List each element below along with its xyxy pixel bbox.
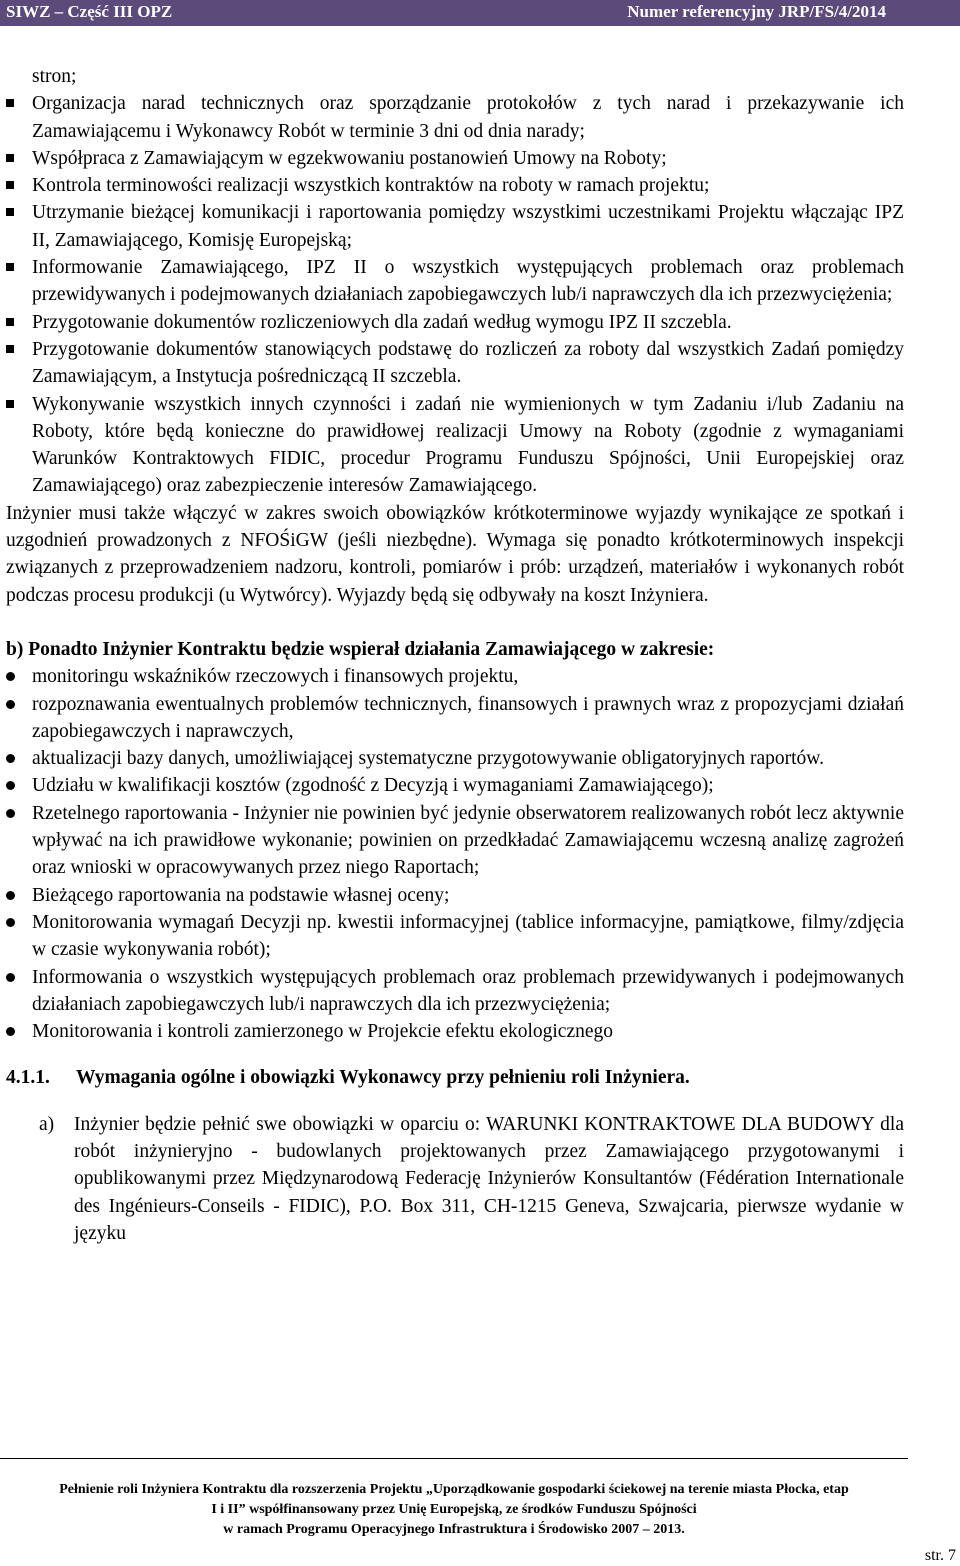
round-bullet-icon	[6, 1027, 15, 1036]
list-item: Kontrola terminowości realizacji wszystkich kontraktów na roboty w ramach projektu;	[6, 172, 904, 199]
list-item: Przygotowanie dokumentów rozliczeniowych dla zadań według wymogu IPZ II szczebla.	[6, 309, 904, 336]
paragraph-a-text: Inżynier będzie pełnić swe obowiązki w oparciu o: WARUNKI KONTRAKTOWE DLA BUDOWY dla robót inżynieryjno - budowlanych projektowanych przez Zamawiającego przygotowanymi i opublikowanymi przez Międzynarodową Federację Inżynierów Konsultantów (Fédération Internationale des Ingénieurs-Conseils - FIDIC), P.O. Box 311, CH-1215 Geneva, Szwajcaria, pierwsze wydanie w języku	[74, 1113, 904, 1244]
round-bullet-icon	[6, 973, 15, 982]
list-item: Rzetelnego raportowania - Inżynier nie powinien być jedynie obserwatorem realizowanych robót lecz aktywnie wpływać na ich prawidłowe wykonanie; powinien on przedkładać Zamawiającemu wczesną analizę zagrożeń oraz wnioski w opracowywanych przez niego Raportach;	[6, 800, 904, 882]
list-item: Informowanie Zamawiającego, IPZ II o wszystkich występujących problemach oraz problemach przewidywanych i podejmowanych działaniach zapobiegawczych lub/i naprawczych dla ich przezwyciężenia;	[6, 254, 904, 309]
section-b-heading: b) Ponadto Inżynier Kontraktu będzie wspierał działania Zamawiającego w zakresie:	[6, 638, 715, 660]
square-bullet-icon	[6, 99, 14, 107]
footer-line-2: I i II” współfinansowany przez Unię Europejską, ze środków Funduszu Spójności	[211, 1502, 697, 1517]
footer-line-3: w ramach Programu Operacyjnego Infrastruktura i Środowisko 2007 – 2013.	[223, 1522, 685, 1537]
round-bullet-list	[6, 663, 904, 1045]
header-left-title: SIWZ – Część III OPZ	[6, 2, 173, 21]
page-number: str. 7	[924, 1547, 956, 1564]
round-bullet-icon	[6, 891, 15, 900]
round-bullet-icon	[6, 672, 15, 681]
square-bullet-icon	[6, 400, 14, 408]
paragraph-trips: Inżynier musi także włączyć w zakres swoich obowiązków krótkoterminowe wyjazdy wynikające ze spotkań i uzgodnień prowadzonych z NFOŚiGW (jeśli niezbędne). Wymaga się ponadto krótkoterminowych inspekcji związanych z przeprowadzeniem nadzoru, kontroli, pomiarów i prób: urządzeń, materiałów i wykonanych robót podczas procesu produkcji (u Wytwórcy). Wyjazdy będą się odbywały na koszt Inżyniera.	[6, 502, 904, 606]
square-bullet-icon	[6, 318, 14, 326]
footer-line-1: Pełnienie roli Inżyniera Kontraktu dla rozszerzenia Projektu „Uporządkowanie gospodarki ściekowej na terenie miasta Płocka, etap	[59, 1482, 849, 1497]
round-bullet-icon	[6, 700, 15, 709]
list-item: Monitorowania wymagań Decyzji np. kwestii informacyjnej (tablice informacyjne, pamiątkowe, filmy/zdjęcia w czasie wykonywania robót);	[6, 909, 904, 964]
header-reference-number: Numer referencyjny JRP/FS/4/2014	[627, 2, 886, 21]
square-bullet-icon	[6, 208, 14, 216]
list-item: monitoringu wskaźników rzeczowych i finansowych projektu,	[6, 663, 904, 690]
list-item: Monitorowania i kontroli zamierzonego w Projekcie efektu ekologicznego	[6, 1018, 904, 1045]
section-number: 4.1.1.	[6, 1067, 50, 1089]
list-item: rozpoznawania ewentualnych problemów technicznych, finansowych i prawnych wraz z propozycjami działań zapobiegawczych i naprawczych,	[6, 691, 904, 746]
square-bullet-icon	[6, 154, 14, 162]
continued-text: stron;	[32, 66, 77, 87]
paragraph-a	[6, 1111, 904, 1247]
round-bullet-icon	[6, 918, 15, 927]
document-footer	[0, 1480, 908, 1540]
list-item: Utrzymanie bieżącej komunikacji i raportowania pomiędzy wszystkimi uczestnikami Projektu włączając IPZ II, Zamawiającego, Komisję Europejską;	[6, 199, 904, 254]
section-heading-4-1-1	[6, 1064, 904, 1091]
list-item: Współpraca z Zamawiającym w egzekwowaniu postanowień Umowy na Roboty;	[6, 145, 904, 172]
document-body	[6, 63, 904, 1247]
footer-divider	[0, 1458, 908, 1459]
square-bullet-list	[6, 90, 904, 499]
section-title: Wymagania ogólne i obowiązki Wykonawcy przy pełnieniu roli Inżyniera.	[76, 1067, 690, 1089]
paragraph-a-label: a)	[39, 1113, 55, 1135]
list-item: Wykonywanie wszystkich innych czynności i zadań nie wymienionych w tym Zadaniu i/lub Zadaniu na Roboty, które będą konieczne do prawidłowej realizacji Umowy na Roboty (zgodnie z wymaganiami Warunków Kontraktowych FIDIC, procedur Programu Funduszu Spójności, Unii Europejskiej oraz Zamawiającego) oraz zabezpieczenie interesów Zamawiającego.	[6, 391, 904, 500]
square-bullet-icon	[6, 345, 14, 353]
square-bullet-icon	[6, 263, 14, 271]
document-header	[0, 0, 960, 26]
round-bullet-icon	[6, 809, 15, 818]
list-item: Przygotowanie dokumentów stanowiących podstawę do rozliczeń za roboty dal wszystkich Zadań pomiędzy Zamawiającym, a Instytucja pośredniczącą II szczebla.	[6, 336, 904, 391]
round-bullet-icon	[6, 754, 15, 763]
list-item: aktualizacji bazy danych, umożliwiającej systematyczne przygotowywanie obligatoryjnych raportów.	[6, 745, 904, 772]
list-item: Organizacja narad technicznych oraz sporządzanie protokołów z tych narad i przekazywanie ich Zamawiającemu i Wykonawcy Robót w terminie 3 dni od dnia narady;	[6, 90, 904, 145]
square-bullet-icon	[6, 181, 14, 189]
list-item: Udziału w kwalifikacji kosztów (zgodność z Decyzją i wymaganiami Zamawiającego);	[6, 772, 904, 799]
list-item: Bieżącego raportowania na podstawie własnej oceny;	[6, 882, 904, 909]
list-item: Informowania o wszystkich występujących problemach oraz problemach przewidywanych i podejmowanych działaniach zapobiegawczych lub/i naprawczych dla ich przezwyciężenia;	[6, 964, 904, 1019]
round-bullet-icon	[6, 781, 15, 790]
